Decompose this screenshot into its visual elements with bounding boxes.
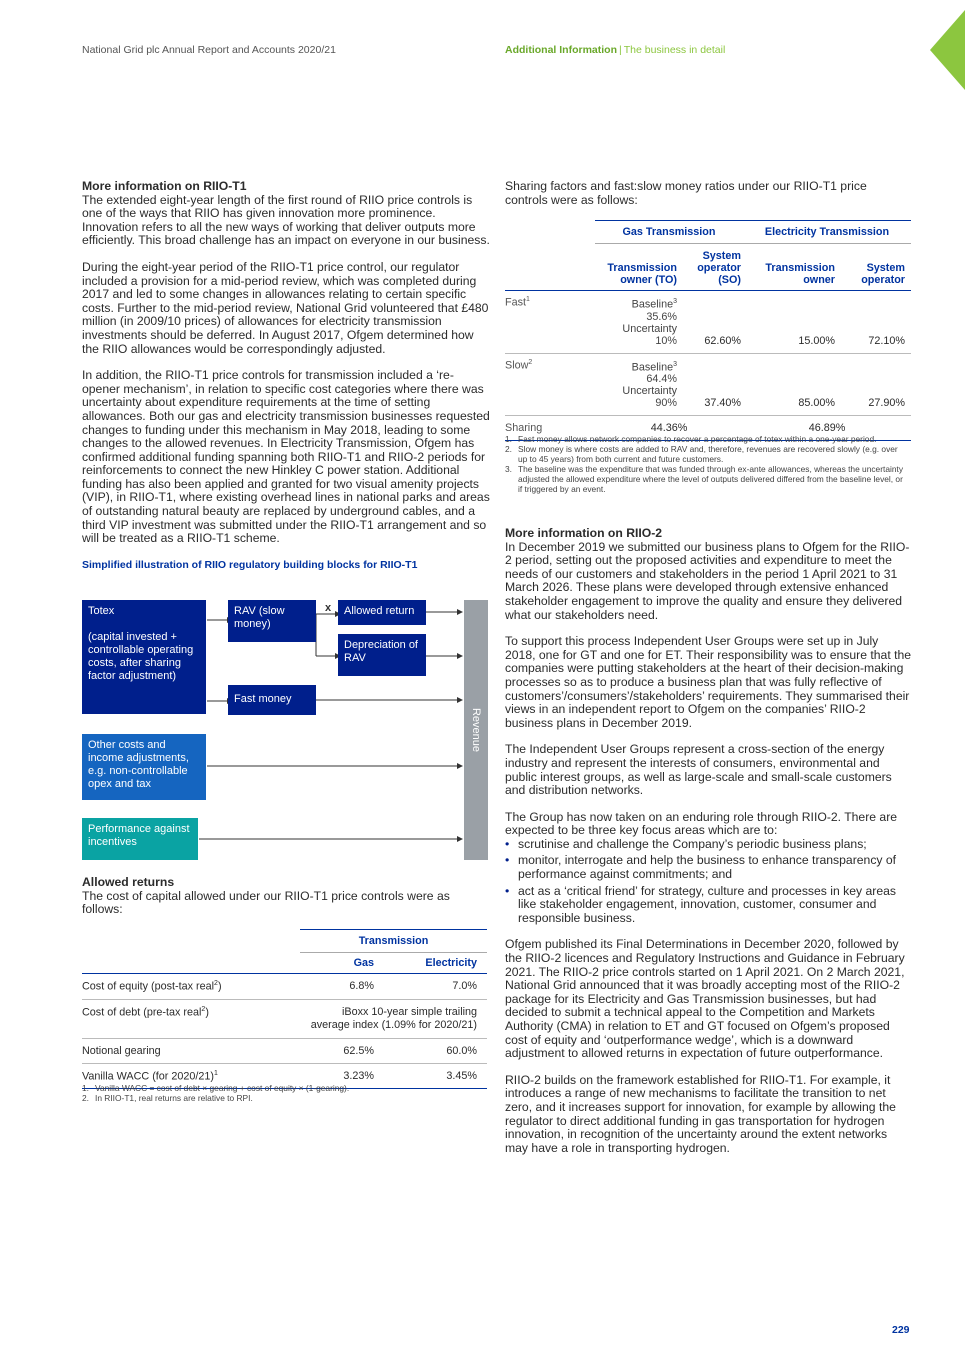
focus-areas-list [505,838,912,926]
paragraph: To support this process Independent User Groups were set up in July 2018, one for GT and one for ET. Their responsibility was to ensure that the companies were putting stakeholders at the heart of their decision-making processes so as to produce a business plan that was fully reflective of customers’/consumers’/stakeholders’ requirements. They summarised their views in an independent report to Ofgem on the companies’ RIIO-2 business plans in December 2019. [505,634,912,730]
sharing-intro: Sharing factors and fast:slow money ratios under our RIIO-T1 price controls were as follows: [505,179,867,207]
diagram-title: Simplified illustration of RIIO regulatory building blocks for RIIO-T1 [82,558,418,571]
sharing-footnotes [505,434,905,494]
table-row: Cost of equity (post-tax real$^2$) 6.8% 7.0% [82,974,487,1000]
footnote: 2. In RIIO-T1, real returns are relative to RPI. [82,1093,253,1103]
sharing-factors-table [505,220,911,441]
section-breadcrumb: Additional Information | The business in detail [505,44,726,56]
col-electricity: Electricity [425,957,477,969]
allowed-returns-section [82,876,487,917]
table-row: Slow$^2$ Baseline$^3$ 64.4% Uncertainty 90% 37.40% 85.00% 27.90% [505,353,911,416]
group-header-gas: Gas Transmission [595,221,743,244]
totex-block [82,600,206,714]
heading-riio-t1: More information on RIIO-T1 [82,179,247,193]
rav-block: RAV (slow money) [228,600,316,642]
left-column [82,180,490,572]
paragraph: The Independent User Groups represent a cross-section of the energy industry and represent the interests of consumers, environmental and public interest groups, as well as large-scale and small-scale customers and distribution networks. [505,742,892,798]
list-item: • scrutinise and challenge the Company’s periodic business plans; [505,838,912,852]
fast-money-block: Fast money [228,685,316,715]
group-header-transmission: Transmission [300,930,487,953]
paragraph: The Group has now taken on an enduring role through RIIO-2. There are expected to be three key focus areas which are to: [505,809,898,838]
heading-allowed-returns: Allowed returns [82,875,175,889]
col-eto: Transmission owner [765,262,835,286]
col-eso: System operator [861,262,905,286]
riio2-section [505,527,912,1168]
performance-block: Performance against incentives [82,818,198,860]
group-header-electricity: Electricity Transmission [743,221,911,244]
multiply-sign: x [325,602,332,614]
table-row: Sharing 44.36% 46.89% [505,416,911,441]
riio-building-blocks-diagram [82,596,490,861]
totex-description: (capital invested + controllable operating costs, after sharing factor adjustment) [88,631,194,682]
returns-footnotes [82,1083,487,1103]
footnote: 2. Slow money is where costs are added to RAV and, therefore, revenues are recovered slowly (e.g. over up to 45 years) from both current and future customers. [505,444,898,464]
subsection-name: The business in detail [623,44,726,56]
paragraph: Ofgem published its Final Determinations in December 2020, followed by the RIIO-2 licences and Regulatory Instructions and Guidance in February 2021. The RIIO-2 price controls started on 1 April 2021. On 2 March 2021, National Grid announced that it was broadly accepting most of the RIIO-2 package for its Electricity and Gas Transmission businesses, but had decided to submit a technical appeal to the Competition and Markets Authority (CMA) in relation to ET and GT focused on Ofgem’s proposed cost of equity and ‘outperformance wedge’, which is a downward adjustment to allowed returns in expectation of future outperformance. [505,937,905,1061]
paragraph: The extended eight-year length of the first round of RIIO price controls is one of the ways that RIIO has given innovation more prominence. Innovation refers to all the new ways of working that deliver outputs more efficiently. This broad challenge has an impact on everyone in our business. [82,192,490,248]
table-row: Notional gearing 62.5% 60.0% [82,1038,487,1063]
table-row: Fast$^1$ Baseline$^3$ 35.6% Uncertainty 10% 62.60% 15.00% 72.10% [505,291,911,354]
revenue-bar [464,600,488,860]
paragraph: In addition, the RIIO-T1 price controls for transmission included a ‘re-opener mechanism’, in relation to specific cost categories where there was uncertainty about expenditure requirements at the time of setting allowances. Both our gas and electricity transmission businesses requested changes to funding under this mechanism in May 2018, leading to some changes to the allowed revenues. In Electricity Transmission, Ofgem has confirmed additional funding spanning both RIIO-T1 and RIIO-2 periods for reinforcements to connect the new Hinkley C power station. Additional funding has also been applied and granted for two visual amenity projects (VIP), in RIIO-T1, where existing overhead lines in national parks and areas of outstanding natural beauty are replaced by underground cables, and a third VIP investment was submitted under the RIIO-T1 arrangement and so will be treated as a RIIO-T1 scheme. [82,368,490,546]
paragraph: During the eight-year period of the RIIO-T1 price control, our regulator included a provision for a mid-period review, which was completed during 2017 and led to some changes in allowances relating to certain specific costs. Further to the mid-period review, National Grid volunteered that £480 million (in 2009/10 prices) of allowances for electricity transmission investments should be deferred. In August 2017, Ofgem determined how the RIIO allowances would be correspondingly adjusted. [82,259,489,356]
allowed-return-block: Allowed return [338,600,426,625]
other-costs-block: Other costs and income adjustments, e.g. non-controllable opex and tax [82,734,206,800]
report-title: National Grid plc Annual Report and Accounts 2020/21 [82,44,336,56]
paragraph: RIIO-2 builds on the framework established for RIIO-T1. For example, it introduces a range of new mechanisms to facilitate the transition to net zero, and it increases support for innovation, for example by allowing the regulator to direct additional funding in gas transportation for hydrogen innovation, in recognition of the uncertainty around the extent networks may have a role in transporting hydrogen. [505,1072,896,1155]
corner-tab-icon [930,10,965,90]
col-gas: Gas [353,957,374,969]
allowed-returns-table [82,929,487,1089]
footnote: 1. Vanilla WACC = cost of debt × gearing + cost of equity × (1-gearing). [82,1083,350,1093]
footnote: 3. The baseline was the expenditure that was funded through ex-ante allowances, whereas the uncertainty adjusted the allowed expenditure where the level of outputs delivered differed from the baseline level, or if triggered by an event. [505,464,904,494]
table-row: Vanilla WACC (for 2020/21)$^1$ 3.23% 3.45% [82,1063,487,1089]
heading-riio-2: More information on RIIO-2 [505,526,663,540]
table-row: Cost of debt (pre-tax real$^2$) iBoxx 10-year simple trailing average index (1.09% for 2020/21) [82,999,487,1038]
section-name: Additional Information [505,44,617,56]
list-item: • monitor, interrogate and help the business to enhance transparency of performance against commitments; and [505,854,912,881]
list-item: • act as a ‘critical friend’ for strategy, culture and processes in key areas like stakeholder engagement, innovation, customer, consumer and responsible business. [505,885,912,926]
paragraph: The cost of capital allowed under our RIIO-T1 price controls were as follows: [82,888,450,917]
totex-title: Totex [88,605,115,617]
col-to: Transmission owner (TO) [607,262,677,286]
col-so: System operator (SO) [697,250,741,286]
revenue-label: Revenue [470,707,482,753]
paragraph: In December 2019 we submitted our business plans to Ofgem for the RIIO-2 period, setting out the proposed activities and expenditure to meet the needs of our customers and stakeholders in the period 1 April 2021 to 31 March 2026. These plans were developed through extensive enhanced stakeholder engagement to improve the quality and ensure they delivered what our stakeholders need. [505,539,910,622]
depreciation-block: Depreciation of RAV [338,634,426,676]
page-number: 229 [892,1324,910,1336]
footnote: 1. Fast money allows network companies to recover a percentage of totex within a one-year period. [505,434,877,444]
